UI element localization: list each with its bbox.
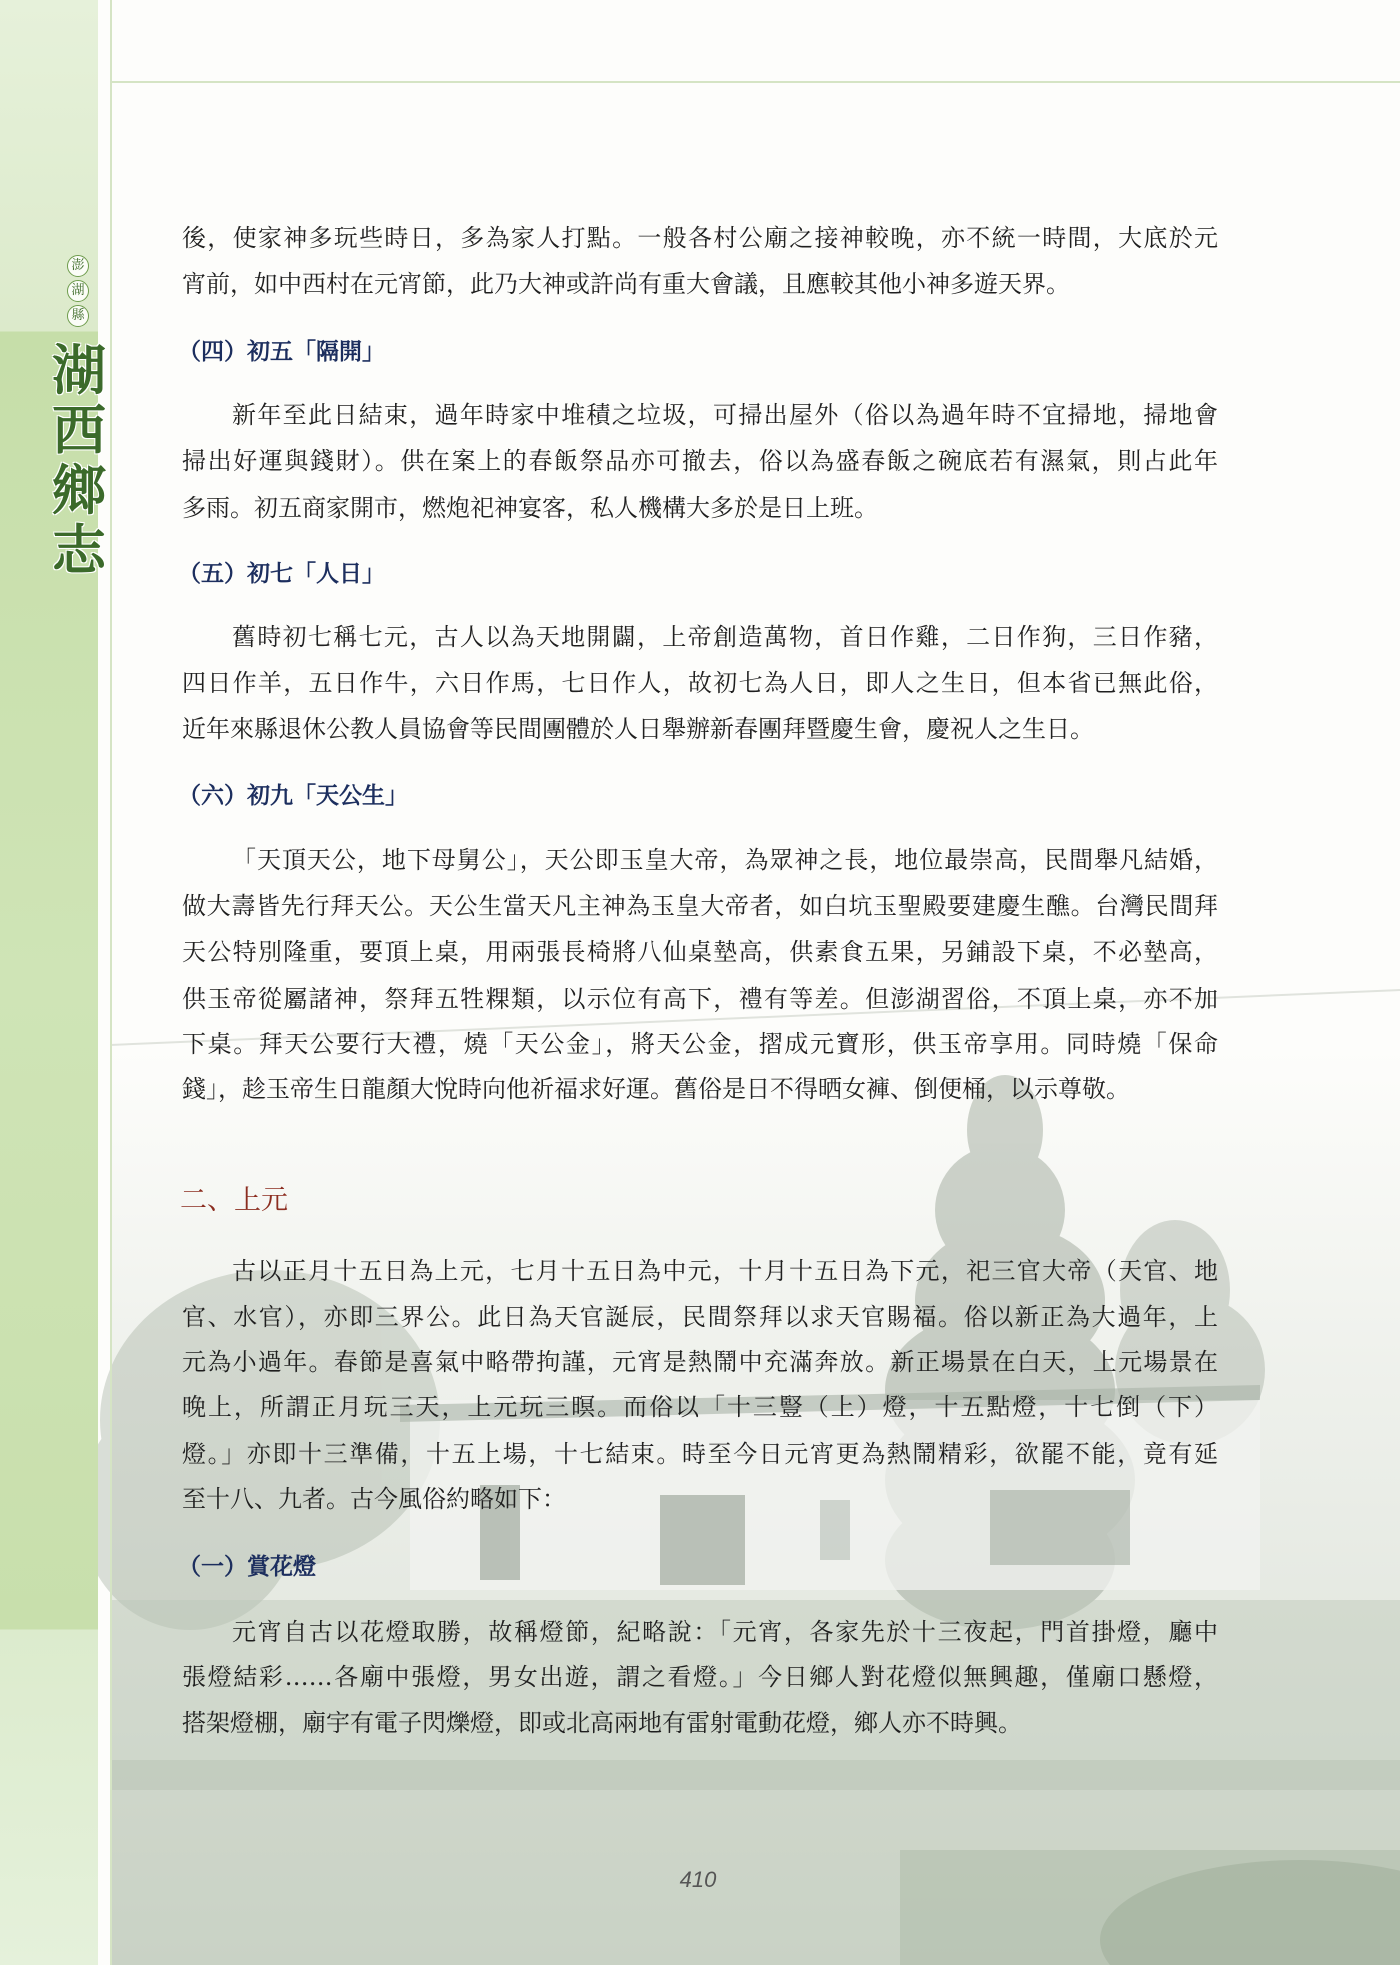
margin-rule-vertical [110,0,112,1965]
subsection-heading: （一）賞花燈 [178,1553,316,1580]
book-title [46,340,112,580]
paragraph-line: 搭架燈棚，廟宇有電子閃爍燈，即或北高兩地有雷射電動花燈，鄉人亦不時興。 [182,1709,1022,1737]
paragraph-line: 新年至此日結束，過年時家中堆積之垃圾，可掃出屋外（俗以為過年時不宜掃地，掃地會 [232,401,1218,429]
title-char: 志 [52,518,106,582]
seal-char: 湖 [67,280,89,302]
seal-char: 縣 [67,305,89,327]
paragraph-line: 舊時初七稱七元，古人以為天地開闢，上帝創造萬物，首日作雞，二日作狗，三日作豬， [232,623,1218,651]
paragraph-line: 下桌。拜天公要行大禮，燒「天公金」，將天公金，摺成元寶形，供玉帝享用。同時燒「保命 [182,1030,1218,1058]
paragraph-line: 天公特別隆重，要頂上桌，用兩張長椅將八仙桌墊高，供素食五果，另鋪設下桌，不必墊高， [182,938,1218,966]
paragraph-line: 多雨。初五商家開市，燃炮祀神宴客，私人機構大多於是日上班。 [182,494,878,522]
paragraph-line: 掃出好運與錢財）。供在案上的春飯祭品亦可撤去，俗以為盛春飯之碗底若有濕氣，則占此年 [182,447,1218,475]
title-char: 鄉 [52,458,106,522]
paragraph-line: 後，使家神多玩些時日，多為家人打點。一般各村公廟之接神較晚，亦不統一時間，大底於元 [182,224,1218,252]
paragraph-line: 元為小過年。春節是喜氣中略帶拘謹，元宵是熱鬧中充滿奔放。新正場景在白天，上元場景在 [182,1348,1218,1376]
paragraph-line: 宵前，如中西村在元宵節，此乃大神或許尚有重大會議，且應較其他小神多遊天界。 [182,270,1070,298]
paragraph-line: 燈。」亦即十三準備，十五上場，十七結束。時至今日元宵更為熱鬧精彩，欲罷不能，竟有延 [182,1440,1218,1468]
seal-char: 澎 [67,255,89,277]
paragraph-line: 張燈結彩……各廟中張燈，男女出遊，謂之看燈。」今日鄉人對花燈似無興趣，僅廟口懸燈， [182,1663,1218,1691]
subsection-heading: （五）初七「人日」 [178,560,385,587]
section-heading: 二、上元 [180,1185,288,1216]
paragraph-line: 做大壽皆先行拜天公。天公生當天凡主神為玉皇大帝者，如白坑玉聖殿要建慶生醮。台灣民間拜 [182,892,1218,920]
paragraph-line: 古以正月十五日為上元，七月十五日為中元，十月十五日為下元，祀三官大帝（天官、地 [232,1257,1218,1285]
title-char: 西 [52,398,106,462]
paragraph-line: 近年來縣退休公教人員協會等民間團體於人日舉辦新春團拜暨慶生會，慶祝人之生日。 [182,715,1094,743]
title-char: 湖 [52,338,106,402]
paragraph-line: 四日作羊，五日作牛，六日作馬，七日作人，故初七為人日，即人之生日，但本省已無此俗， [182,669,1218,697]
paragraph-line: 錢」，趁玉帝生日龍顏大悅時向他祈福求好運。舊俗是日不得晒女褲、倒便桶，以示尊敬。 [182,1075,1130,1103]
county-seal [67,255,89,330]
paragraph-line: 供玉帝從屬諸神，祭拜五牲粿類，以示位有高下，禮有等差。但澎湖習俗，不頂上桌，亦不加 [182,985,1218,1013]
paragraph-line: 元宵自古以花燈取勝，故稱燈節，紀略說：「元宵，各家先於十三夜起，門首掛燈，廳中 [232,1618,1218,1646]
paragraph-line: 「天頂天公，地下母舅公」，天公即玉皇大帝，為眾神之長，地位最崇高，民間舉凡結婚， [232,846,1218,874]
paragraph-line: 晚上，所謂正月玩三天，上元玩三暝。而俗以「十三豎（上）燈，十五點燈，十七倒（下） [182,1393,1218,1421]
subsection-heading: （六）初九「天公生」 [178,782,408,809]
paragraph-line: 至十八、九者。古今風俗約略如下： [182,1485,566,1513]
page-number: 410 [679,1867,717,1892]
header-rule [110,81,1400,83]
subsection-heading: （四）初五「隔開」 [178,338,385,365]
paragraph-line: 官、水官），亦即三界公。此日為天官誕辰，民間祭拜以求天官賜福。俗以新正為大過年，上 [182,1303,1218,1331]
